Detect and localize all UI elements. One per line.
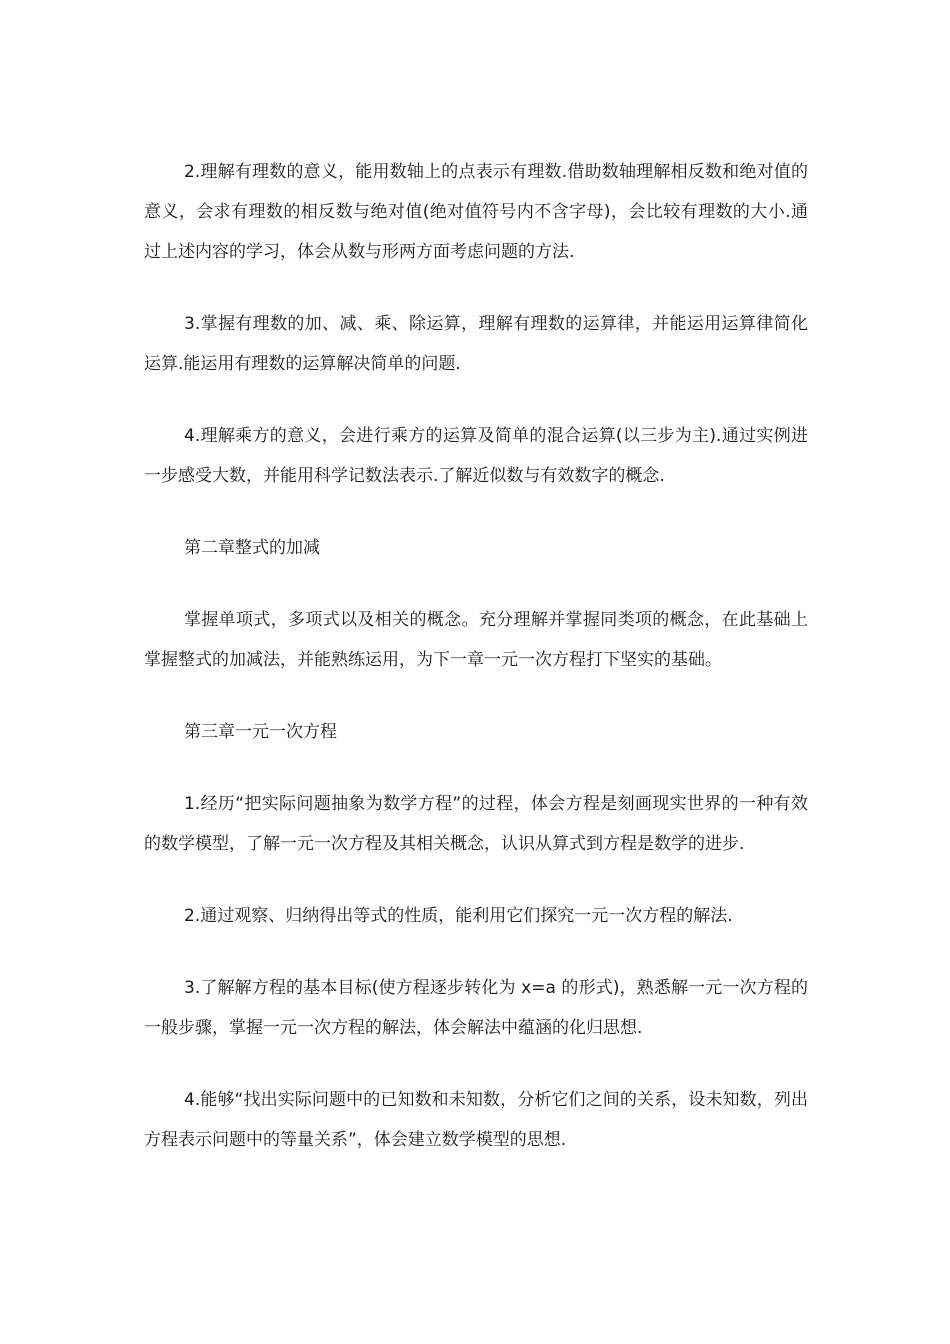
paragraph-rational-operations: 3.掌握有理数的加、减、乘、除运算，理解有理数的运算律，并能运用运算律简化运算.能运用有理数的运算解决简单的问题. (144, 314, 808, 374)
chapter-2-heading: 第二章整式的加减 (184, 538, 320, 558)
paragraph-solving-steps: 3.了解解方程的基本目标(使方程逐步转化为 x=a 的形式)，熟悉解一元一次方程的一般步骤，掌握一元一次方程的解法，体会解法中蕴涵的化归思想. (144, 978, 808, 1038)
paragraph-polynomials: 掌握单项式，多项式以及相关的概念。充分理解并掌握同类项的概念，在此基础上掌握整式的加减法，并能熟练运用，为下一章一元一次方程打下坚实的基础。 (144, 610, 808, 670)
paragraph-rational-number-meaning: 2.理解有理数的意义，能用数轴上的点表示有理数.借助数轴理解相反数和绝对值的意义，会求有理数的相反数与绝对值(绝对值符号内不含字母)，会比较有理数的大小.通过上述内容的学习，体会从数与形两方面考虑问题的方法. (144, 162, 808, 262)
paragraph-powers: 4.理解乘方的意义，会进行乘方的运算及简单的混合运算(以三步为主).通过实例进一步感受大数，并能用科学记数法表示.了解近似数与有效数字的概念. (144, 426, 808, 486)
paragraph-equation-modeling: 1.经历“把实际问题抽象为数学方程”的过程，体会方程是刻画现实世界的一种有效的数学模型，了解一元一次方程及其相关概念，认识从算式到方程是数学的进步. (144, 794, 808, 854)
paragraph-equality-properties: 2.通过观察、归纳得出等式的性质，能利用它们探究一元一次方程的解法. (184, 906, 733, 926)
chapter-3-heading: 第三章一元一次方程 (184, 722, 337, 742)
document-body (144, 152, 808, 1192)
paragraph-modeling-thought: 4.能够“找出实际问题中的已知数和未知数，分析它们之间的关系，设未知数，列出方程表示问题中的等量关系”，体会建立数学模型的思想. (144, 1090, 808, 1150)
